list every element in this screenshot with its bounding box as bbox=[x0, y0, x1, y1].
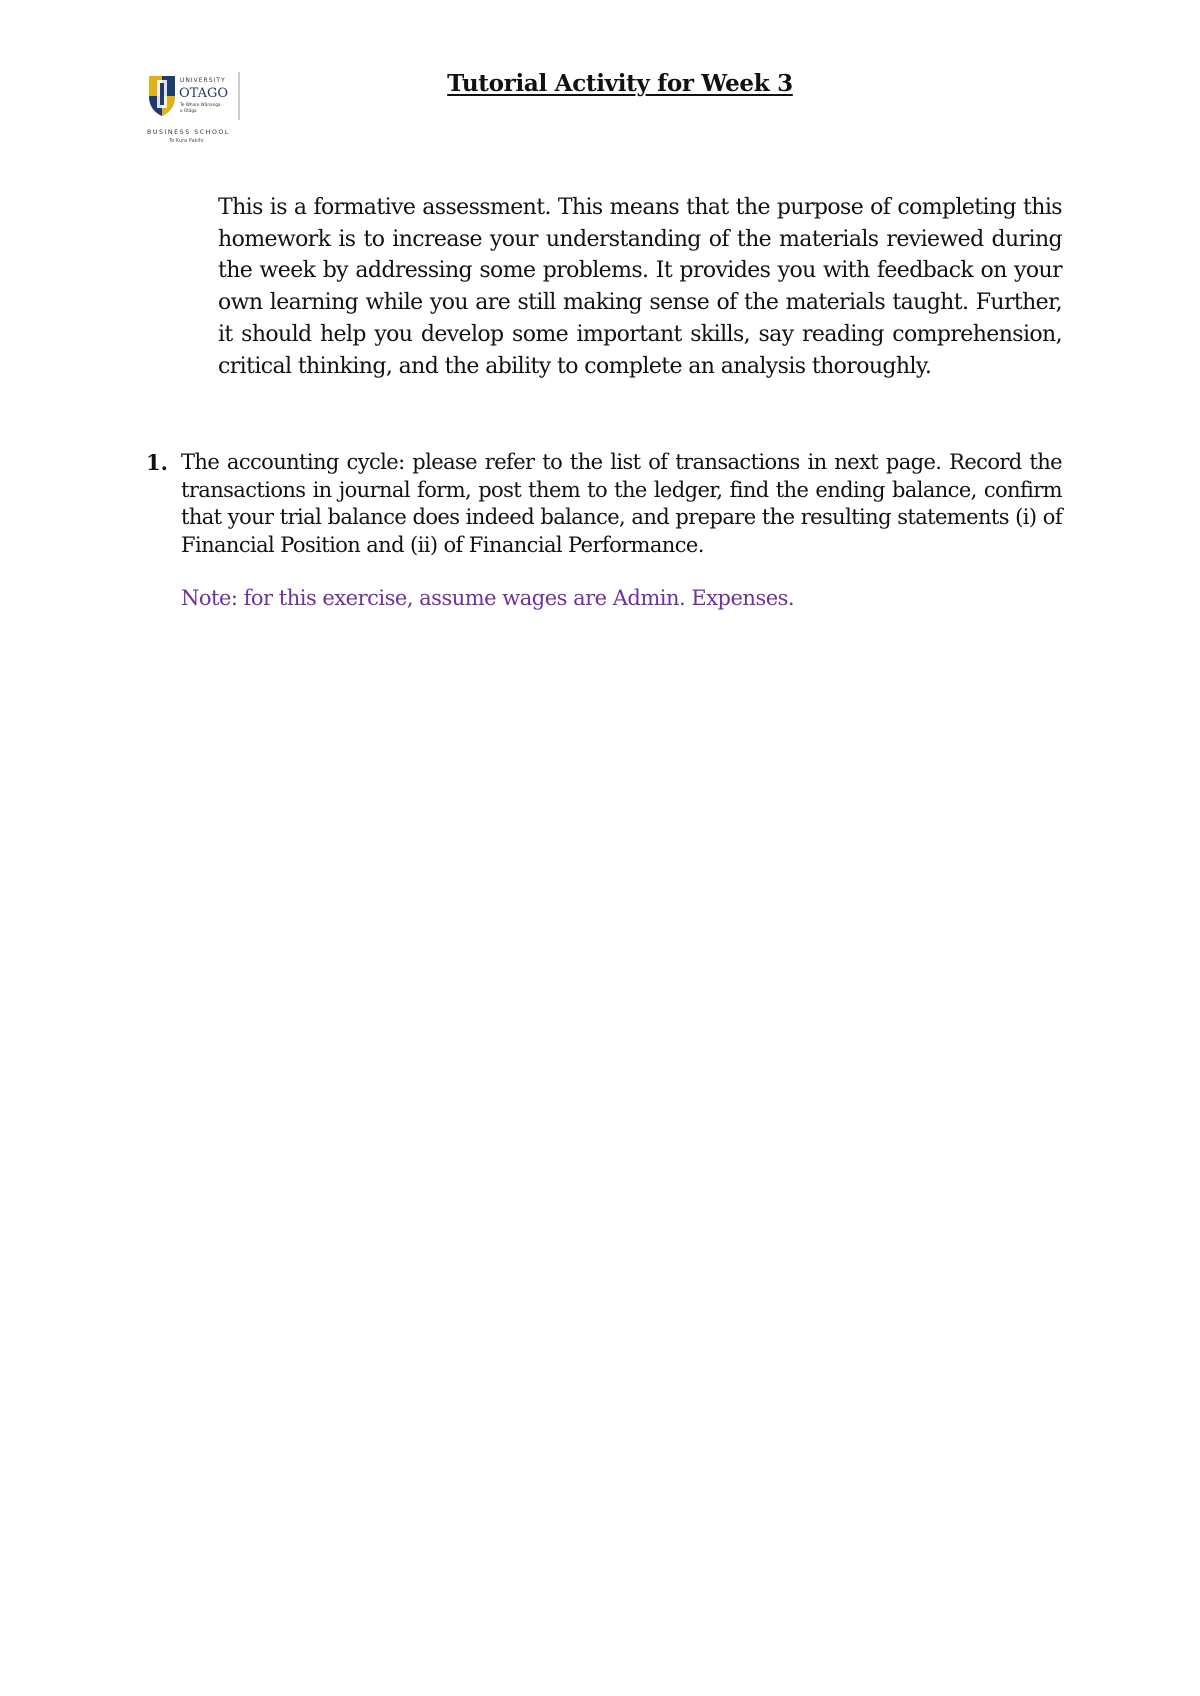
logo-university-name: OTAGO bbox=[179, 86, 229, 101]
logo-maori-line-1: Te Whare Wānanga bbox=[180, 102, 221, 107]
shield-icon bbox=[149, 76, 175, 116]
note-text: Note: for this exercise, assume wages are Admin. Expenses. bbox=[181, 586, 795, 610]
logo-maori-line-2: o Otāgo bbox=[180, 108, 197, 113]
logo-university-top: UNIVERSITY bbox=[180, 77, 226, 84]
logo-school: BUSINESS SCHOOL bbox=[147, 129, 230, 136]
page-title: Tutorial Activity for Week 3 bbox=[447, 70, 793, 97]
question-number: 1. bbox=[146, 450, 168, 475]
logo-school-sub: Te Kura Pakihi bbox=[169, 138, 204, 144]
university-logo bbox=[147, 70, 255, 150]
question-text: The accounting cycle: please refer to the list of transactions in next page. Record the transactions in journal form, post them to the ledger, find the ending balance, confirm that your trial balance does indeed balance, and prepare the resulting statements (i) of Financial Position and (ii) of Financial Performance. bbox=[181, 450, 1062, 557]
intro-paragraph: This is a formative assessment. This means that the purpose of completing this homework is to increase your understanding of the materials reviewed during the week by addressing some problems. It provides you with feedback on your own learning while you are still making sense of the materials taught. Further, it should help you develop some important skills, say reading comprehension, critical thinking, and the ability to complete an analysis thoroughly. bbox=[218, 195, 1062, 379]
